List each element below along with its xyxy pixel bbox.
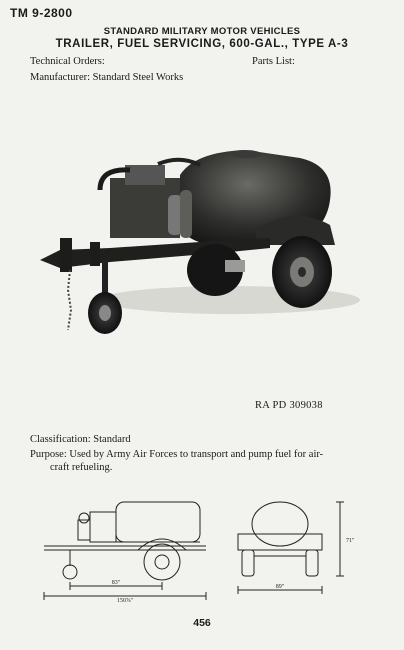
purpose-line-2: craft refueling. [50,462,113,473]
purpose-paragraph [30,448,375,474]
side-length-label: 150⅞" [117,598,133,604]
front-width-label: 89" [275,584,285,590]
technical-orders: Technical Orders: [30,56,105,67]
page-title: TRAILER, FUEL SERVICING, 600-GAL., TYPE A-3 [55,38,349,50]
classification: Classification: Standard [30,434,131,445]
page-number: 456 [193,617,211,629]
parts-list: Parts List: [252,56,295,67]
trailer-photo [30,120,370,365]
photo-caption: RA PD 309038 [255,400,323,411]
purpose-line-1: Purpose: Used by Army Air Forces to transport and pump fuel for air- [30,449,324,460]
side-view-drawing [44,502,206,600]
side-wheelbase-label: 83" [111,580,121,586]
front-height-label: 71" [346,538,355,544]
tm-number: TM 9-2800 [10,6,73,20]
manufacturer: Manufacturer: Standard Steel Works [30,72,184,83]
dimension-drawings [30,490,380,605]
front-view-drawing [238,502,344,594]
series-heading: STANDARD MILITARY MOTOR VEHICLES [103,26,301,37]
